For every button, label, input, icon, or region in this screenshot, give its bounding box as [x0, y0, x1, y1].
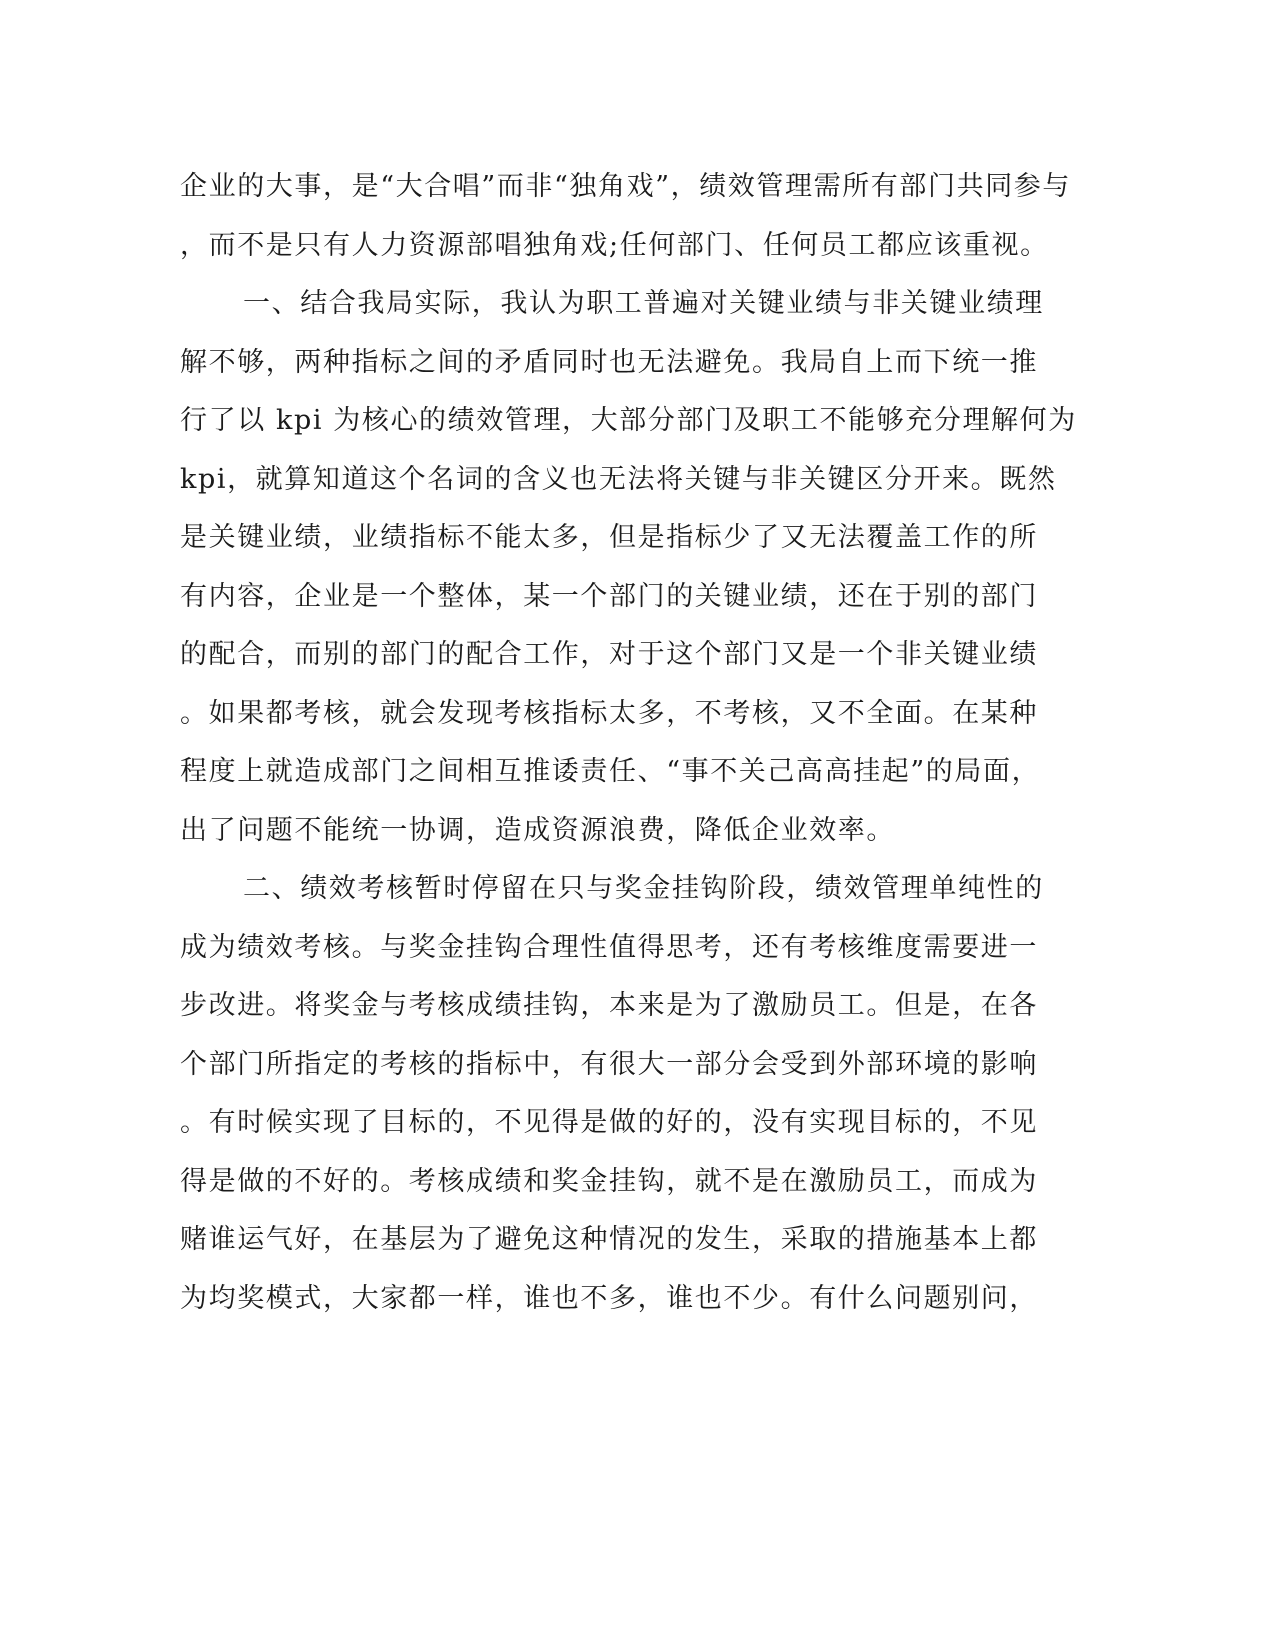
text-line: 赌谁运气好，在基层为了避免这种情况的发生，采取的措施基本上都 [180, 1224, 1038, 1255]
text-line: 企业的大事，是“大合唱”而非“独角戏”，绩效管理需所有部门共同参与 [180, 171, 1072, 202]
text-line: 出了问题不能统一协调，造成资源浪费，降低企业效率。 [180, 814, 895, 846]
text-line: ，而不是只有人力资源部唱独角戏;任何部门、任何员工都应该重视。 [180, 229, 1049, 261]
text-line: 程度上就造成部门之间相互推诿责任、“事不关己高高挂起”的局面， [180, 756, 1041, 787]
text-line: 个部门所指定的考核的指标中，有很大一部分会受到外部环境的影响 [180, 1048, 1038, 1080]
text-line: kpi，就算知道这个名词的含义也无法将关键与非关键区分开来。既然 [180, 463, 1057, 495]
text-line: 有内容，企业是一个整体，某一个部门的关键业绩，还在于别的部门 [180, 580, 1038, 612]
text-line: 是关键业绩，业绩指标不能太多，但是指标少了又无法覆盖工作的所 [180, 522, 1038, 553]
paragraph-start-line: 二、绩效考核暂时停留在只与奖金挂钩阶段，绩效管理单纯性的 [243, 873, 1044, 904]
paragraph-start-line: 一、结合我局实际，我认为职工普遍对关键业绩与非关键业绩理 [243, 288, 1044, 319]
text-line: 。有时候实现了目标的，不见得是做的好的，没有实现目标的，不见 [180, 1107, 1038, 1138]
text-line: 得是做的不好的。考核成绩和奖金挂钩，就不是在激励员工，而成为 [180, 1165, 1038, 1197]
body-text [180, 158, 1077, 1328]
text-line: 解不够，两种指标之间的矛盾同时也无法避免。我局自上而下统一推 [180, 346, 1038, 378]
text-line: 。如果都考核，就会发现考核指标太多，不考核，又不全面。在某种 [180, 697, 1038, 729]
text-line: 步改进。将奖金与考核成绩挂钩，本来是为了激励员工。但是，在各 [180, 990, 1038, 1021]
text-line: 成为绩效考核。与奖金挂钩合理性值得思考，还有考核维度需要进一 [180, 931, 1038, 963]
text-line: 行了以 kpi 为核心的绩效管理，大部分部门及职工不能够充分理解何为 [180, 405, 1077, 436]
text-line: 的配合，而别的部门的配合工作，对于这个部门又是一个非关键业绩 [180, 639, 1038, 670]
text-line: 为均奖模式，大家都一样，谁也不多，谁也不少。有什么问题别问， [180, 1282, 1038, 1314]
